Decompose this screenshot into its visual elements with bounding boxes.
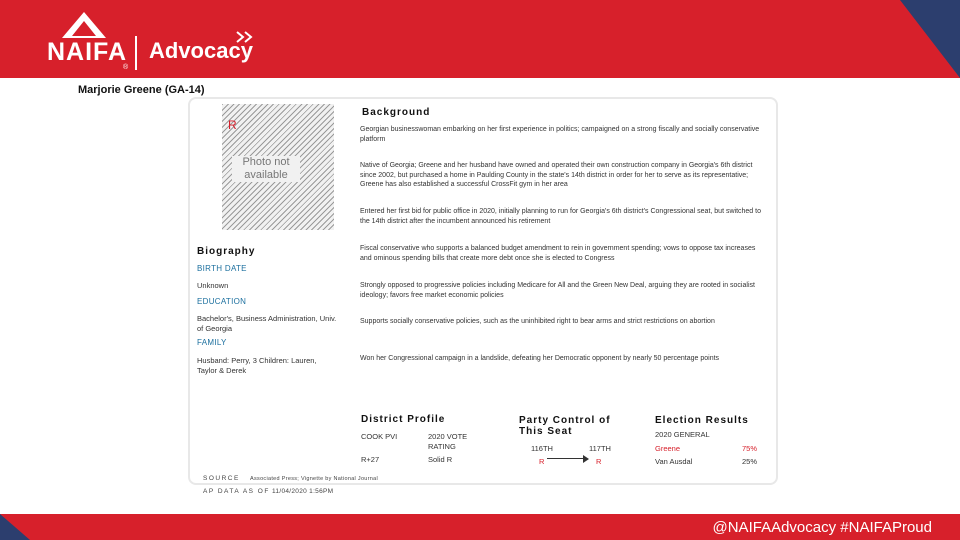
party-control-116th-value: R xyxy=(539,457,545,466)
family-label: FAMILY xyxy=(197,338,227,347)
family-value: Husband: Perry, 3 Children: Lauren, Taylor & Derek xyxy=(197,356,317,375)
logo-wordmark: NAIFA xyxy=(47,38,127,66)
photo-unavailable-text: Photo not available xyxy=(232,156,300,182)
birth-date-label: BIRTH DATE xyxy=(197,264,247,273)
candidate-pct: 25% xyxy=(742,457,758,466)
source-value: Associated Press; Vignette by National Journal xyxy=(250,476,379,482)
party-control-117th-label: 117TH xyxy=(589,444,611,453)
cook-pvi-value: R+27 xyxy=(361,455,380,464)
background-paragraph: Won her Congressional campaign in a landslide, defeating her Democratic opponent by nearly 50 percentage points xyxy=(360,355,720,362)
background-paragraph: Georgian businesswoman embarking on her first experience in politics; campaigned on a strong fiscally and socially conservative platform xyxy=(360,126,760,143)
brand-title: Advocacy xyxy=(149,38,253,63)
ap-data-timestamp: 11/04/2020 1:56PM xyxy=(272,488,334,495)
vote-rating-value: Solid R xyxy=(428,455,453,464)
source-label: SOURCE xyxy=(203,475,240,482)
ap-data-label: AP DATA AS OF xyxy=(203,488,270,495)
page-title: Marjorie Greene (GA-14) xyxy=(78,84,205,96)
candidate-pct-winner: 75% xyxy=(742,444,758,453)
biography-heading: Biography xyxy=(197,246,256,257)
candidate-name: Van Ausdal xyxy=(655,457,693,466)
party-transition-arrow xyxy=(547,458,583,459)
logo-divider xyxy=(135,36,137,70)
background-paragraph: Native of Georgia; Greene and her husband have owned and operated their own construction company in Georgia's 6th district since 2002, but purchased a home in Paulding County in the state's 14th district in order for her to serve as its representative; Greene has also established a successful CrossFit gym in her area xyxy=(360,162,753,188)
party-control-heading: Party Control of This Seat xyxy=(519,415,611,437)
logo-registered-mark: ® xyxy=(123,64,129,71)
candidate-name-winner: Greene xyxy=(655,444,681,453)
election-subtitle: 2020 GENERAL xyxy=(655,430,710,439)
cook-pvi-label: COOK PVI xyxy=(361,432,398,441)
footer-hashtags: @NAIFAAdvocacy #NAIFAProud xyxy=(712,519,932,536)
education-label: EDUCATION xyxy=(197,297,247,306)
double-chevron-icon xyxy=(235,30,255,46)
triangle-logo-icon xyxy=(62,12,106,38)
education-value: Bachelor's, Business Administration, Univ. of Georgia xyxy=(197,314,337,333)
background-heading: Background xyxy=(362,107,431,118)
background-paragraph: Entered her first bid for public office in 2020, initially planning to run for Georgia's 6th district's Congressional seat, but switched to the 14th district after the incumbent announced his retirement xyxy=(360,208,761,225)
party-control-117th-value: R xyxy=(596,457,602,466)
birth-date-value: Unknown xyxy=(197,281,229,290)
header-corner-accent xyxy=(900,0,960,78)
background-paragraph: Fiscal conservative who supports a balanced budget amendment to rein in government spending; vows to oppose tax increases and ominous spending bills that create more debt once she is elected to Congress xyxy=(360,245,756,262)
header-bar xyxy=(0,0,960,78)
election-results-heading: Election Results xyxy=(655,415,749,426)
arrow-right-icon xyxy=(583,455,589,463)
party-control-116th-label: 116TH xyxy=(531,444,553,453)
footer-bar xyxy=(0,514,960,540)
party-tag: R xyxy=(228,118,237,132)
background-paragraph: Strongly opposed to progressive policies including Medicare for All and the Green New Deal, arguing they are rooted in socialist ideology; favors free market economic policies xyxy=(360,282,755,299)
district-profile-heading: District Profile xyxy=(361,414,446,425)
background-paragraph: Supports socially conservative policies, such as the uninhibited right to bear arms and strict restrictions on abortion xyxy=(360,318,715,325)
footer-corner-accent xyxy=(0,514,30,540)
vote-rating-label: 2020 VOTE RATING xyxy=(428,432,468,451)
